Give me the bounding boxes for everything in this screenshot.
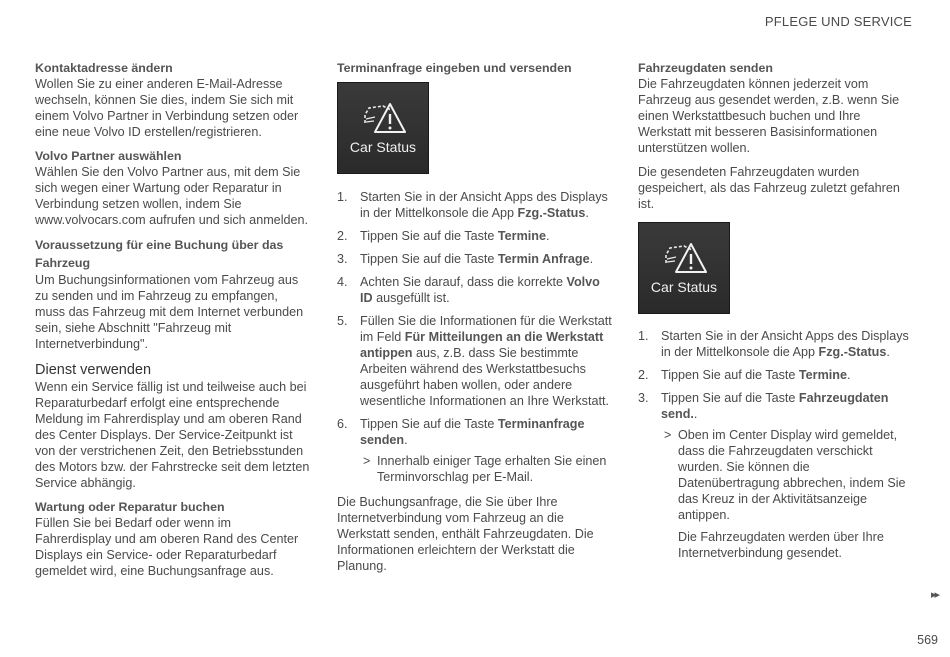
heading-dienst-verwenden: Dienst verwenden <box>35 362 152 378</box>
car-warning-icon <box>662 241 708 275</box>
list-item: 1. Starten Sie in der Ansicht Apps des Displays in der Mittelkonsole die App Fzg.-Status. <box>638 329 909 359</box>
list-item: 2. Tippen Sie auf die Taste Termine. <box>638 368 851 382</box>
heading-terminanfrage: Terminanfrage eingeben und versenden <box>337 61 572 75</box>
text-voraussetzung: Um Buchungsinformationen vom Fahrzeug aus zu senden und im Fahrzeug zu empfangen, muss das Fahrzeug mit dem Internet verbunden sein, siehe Abschnitt "Fahrzeug mit Internetverbindung". <box>35 273 304 351</box>
column-2 <box>337 60 612 574</box>
list-item: 1. Starten Sie in der Ansicht Apps des Displays in der Mittelkonsole die App Fzg.-Status. <box>337 190 608 220</box>
terminanfrage-steps <box>337 189 612 485</box>
text-dienst-verwenden: Wenn ein Service fällig ist und teilweise auch bei Reparaturbedarf erfolgt eine entsprechende Meldung im Fahrerdisplay und am oberen Rand des Center Displays. Der Service-Zeitpunkt ist von der verstrichenen Zeit, den Betriebsstunden des Motors bzw. der Fahrstrecke seit dem letzten Service abhängig. <box>35 380 310 490</box>
heading-partner: Volvo Partner auswählen <box>35 149 182 163</box>
text-buchungsanfrage: Die Buchungsanfrage, die Sie über Ihre Internetverbindung vom Fahrzeug an die Werkstatt senden, enthält Fahrzeugdaten. Die Informationen erleichtern der Werkstatt die Planung. <box>337 495 594 573</box>
column-3 <box>638 60 913 568</box>
car-status-label: Car Status <box>349 139 417 155</box>
list-item: 3. Tippen Sie auf die Taste Fahrzeugdaten send.. > Oben im Center Display wird gemeldet, dass die Fahrzeugdaten verschickt wurden. Sie können die Datenübertragung abbrechen, indem Sie das Kreuz in der Aktivitätsanzeige antippen. Die Fahrzeugdaten werden über Ihre Internetverbindung gesendet. <box>638 390 913 561</box>
car-status-tile <box>337 82 429 174</box>
car-status-label: Car Status <box>650 279 718 295</box>
list-item: 3. Tippen Sie auf die Taste Termin Anfrage. <box>337 252 594 266</box>
step-result: > Oben im Center Display wird gemeldet, dass die Fahrzeugdaten verschickt wurden. Sie können die Datenübertragung abbrechen, indem Sie das Kreuz in der Aktivitätsanzeige antippen. <box>664 428 906 522</box>
double-arrow-right-icon: ▸▸ <box>930 589 938 601</box>
text-partner: Wählen Sie den Volvo Partner aus, mit dem Sie sich wegen einer Wartung oder Reparatur in Verbindung setzen wollen, indem Sie www.volvocars.com aufrufen und sich anmelden. <box>35 165 308 227</box>
step-result-note: Die Fahrzeugdaten werden über Ihre Internetverbindung gesendet. <box>678 530 884 560</box>
step-result: > Innerhalb einiger Tage erhalten Sie einen Terminvorschlag per E-Mail. <box>363 454 607 484</box>
fahrzeugdaten-steps <box>638 328 913 561</box>
car-warning-icon <box>361 101 407 135</box>
heading-fahrzeugdaten: Fahrzeugdaten senden <box>638 61 773 75</box>
text-fahrzeugdaten-2: Die gesendeten Fahrzeugdaten wurden gespeichert, als das Fahrzeug zuletzt gefahren ist. <box>638 165 900 211</box>
car-status-tile <box>638 222 730 314</box>
text-fahrzeugdaten-1: Die Fahrzeugdaten können jederzeit vom Fahrzeug aus gesendet werden, z.B. wenn Sie einen Werkstattbesuch buchen und Ihre Werkstatt mit besseren Basisinformationen unterstützen wollen. <box>638 77 900 155</box>
list-item: 5. Füllen Sie die Informationen für die Werkstatt im Feld Für Mitteilungen an die Werkstatt antippen aus, z.B. dass Sie bestimmte Arbeiten während des Werkstattbesuchs ausgeführt haben wollen, oder andere wesentliche Informationen an Ihre Werkstatt. <box>337 314 612 408</box>
list-item: 2. Tippen Sie auf die Taste Termine. <box>337 229 550 243</box>
heading-kontaktadresse: Kontaktadresse ändern <box>35 61 173 75</box>
heading-voraussetzung: Voraussetzung für eine Buchung über das Fahrzeug <box>35 238 284 270</box>
text-wartung: Füllen Sie bei Bedarf oder wenn im Fahrerdisplay und am oberen Rand des Center Displays ein Service- oder Reparaturbedarf gemeldet wird, eine Buchungsanfrage aus. <box>35 516 299 578</box>
column-1 <box>35 60 310 579</box>
list-item: 6. Tippen Sie auf die Taste Terminanfrage senden. > Innerhalb einiger Tage erhalten Sie einen Terminvorschlag per E-Mail. <box>337 416 612 485</box>
list-item: 4. Achten Sie darauf, dass die korrekte Volvo ID ausgefüllt ist. <box>337 275 600 305</box>
text-kontaktadresse: Wollen Sie zu einer anderen E-Mail-Adresse wechseln, können Sie dies, indem Sie sich mit einem Volvo Partner in Verbindung setzen oder eine neue Volvo ID erstellen/registrieren. <box>35 77 299 139</box>
heading-wartung: Wartung oder Reparatur buchen <box>35 500 225 514</box>
page-number: 569 <box>917 633 938 647</box>
page-header-title: PFLEGE UND SERVICE <box>764 14 912 29</box>
